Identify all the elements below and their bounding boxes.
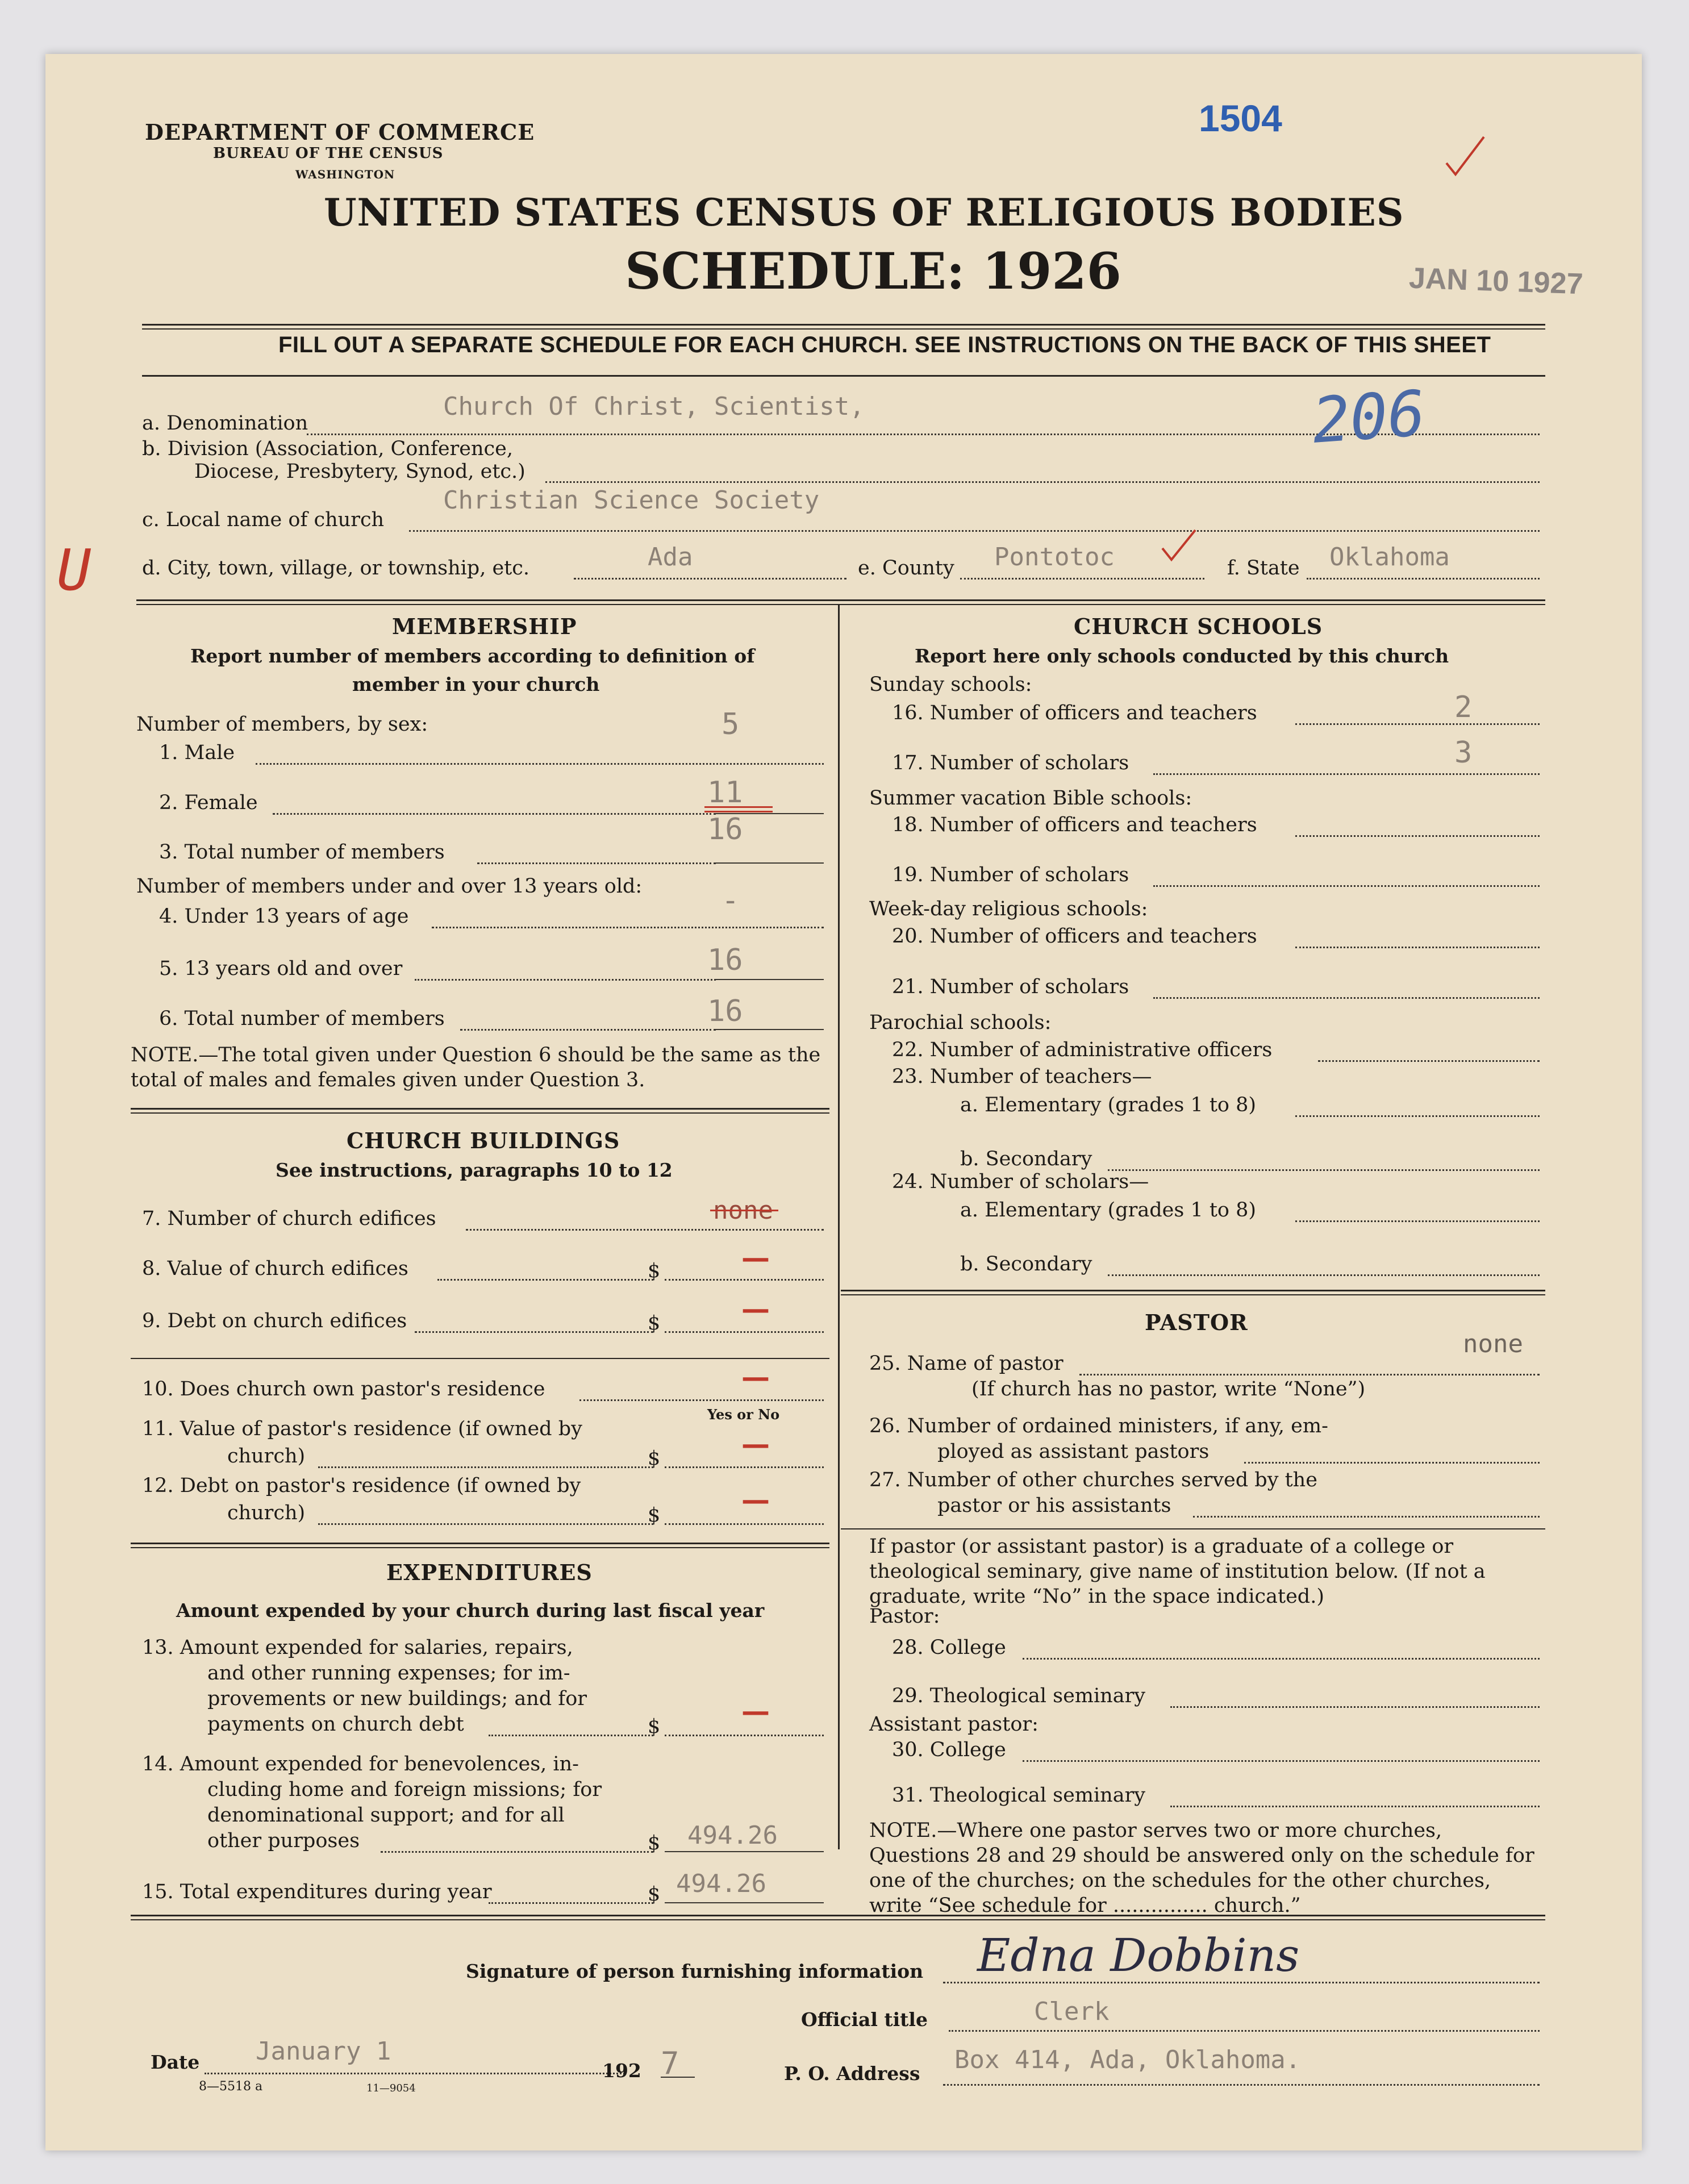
q9-value-dash[interactable]: — [741, 1293, 770, 1326]
q2-female-value[interactable]: 11 [707, 776, 743, 810]
q15-label: 15. Total expenditures during year [142, 1881, 492, 1903]
q17-label: 17. Number of scholars [892, 752, 1129, 774]
signature-label: Signature of person furnishing information [466, 1960, 924, 1982]
q16-value[interactable]: 2 [1454, 690, 1473, 724]
q15-total-value[interactable]: 494.26 [676, 1869, 766, 1898]
q1-male-value[interactable]: 5 [722, 707, 740, 741]
membership-heading: MEMBERSHIP [392, 614, 577, 639]
buildings-sub: See instructions, paragraphs 10 to 12 [276, 1159, 673, 1181]
q25-pastor-name-value[interactable]: none [1463, 1329, 1523, 1358]
q6-total-value[interactable]: 16 [707, 994, 743, 1028]
state-label: f. State [1227, 557, 1300, 580]
q13-line-3: provements or new buildings; and for [207, 1687, 587, 1710]
county-check-icon [1159, 526, 1199, 568]
q11-dollar: $ [648, 1447, 661, 1470]
q10-value-dash[interactable]: — [741, 1361, 770, 1394]
q23b-label: b. Secondary [960, 1148, 1092, 1170]
denomination-label: a. Denomination [142, 412, 308, 435]
q5-over-13-value[interactable]: 16 [707, 943, 743, 977]
q25-label: 25. Name of pastor [869, 1352, 1064, 1375]
fill-out-instruction: FILL OUT A SEPARATE SCHEDULE FOR EACH CHURCH. SEE INSTRUCTIONS ON THE BACK OF THIS SHEET [278, 332, 1491, 357]
form-number: 8—5518 a [199, 2079, 263, 2094]
q20-label: 20. Number of officers and teachers [892, 925, 1257, 948]
q17-value[interactable]: 3 [1454, 736, 1473, 770]
age-label: Number of members under and over 13 years old: [136, 875, 643, 898]
graduate-note: If pastor (or assistant pastor) is a graduate of a college or theological seminary, give name of institution below. (If not a graduate, write “No” in the space indicated.) [869, 1535, 1486, 1608]
q30-label: 30. College [892, 1739, 1006, 1761]
q13-line-4: payments on church debt [207, 1713, 464, 1736]
year-suffix-value[interactable]: 7 [661, 2045, 679, 2081]
q8-dollar: $ [648, 1260, 661, 1282]
census-form-sheet [45, 54, 1642, 2150]
membership-sub-1: Report number of members according to definition of [190, 645, 755, 667]
pastor-sub-label: Pastor: [869, 1605, 940, 1628]
check-mark-icon [1443, 134, 1488, 181]
city-label: d. City, town, village, or township, etc. [142, 557, 529, 580]
pastor-heading: PASTOR [1145, 1310, 1248, 1335]
q11-label-1: 11. Value of pastor's residence (if owned by [142, 1418, 582, 1440]
q19-label: 19. Number of scholars [892, 864, 1129, 886]
weekday-schools-label: Week-day religious schools: [869, 898, 1148, 920]
print-code: 11—9054 [366, 2082, 416, 2094]
q3-label: 3. Total number of members [159, 841, 445, 864]
bureau-heading: BUREAU OF THE CENSUS [213, 145, 444, 162]
division-label-1: b. Division (Association, Conference, [142, 437, 513, 460]
q26-label-1: 26. Number of ordained ministers, if any, em- [869, 1415, 1328, 1437]
q8-label: 8. Value of church edifices [142, 1257, 408, 1280]
local-name-label: c. Local name of church [142, 509, 385, 531]
q18-label: 18. Number of officers and teachers [892, 814, 1257, 836]
q23-label: 23. Number of teachers— [892, 1065, 1152, 1088]
q6-label: 6. Total number of members [159, 1007, 445, 1030]
po-address-value[interactable]: Box 414, Ada, Oklahoma. [954, 2045, 1301, 2074]
state-value[interactable]: Oklahoma [1329, 543, 1450, 572]
q28-label: 28. College [892, 1636, 1006, 1659]
city-value[interactable]: Ada [648, 543, 693, 572]
q14-line-3: denominational support; and for all [207, 1804, 565, 1827]
q14-dollar: $ [648, 1832, 661, 1854]
q8-value-dash[interactable]: — [741, 1241, 770, 1274]
membership-note: NOTE.—The total given under Question 6 should be the same as the total of males and females given under Question 3. [131, 1044, 821, 1091]
handwritten-code: 206 [1310, 377, 1428, 457]
q9-dollar: $ [648, 1312, 661, 1335]
department-heading: DEPARTMENT OF COMMERCE [145, 119, 535, 145]
q12-label-1: 12. Debt on pastor's residence (if owned by [142, 1474, 581, 1497]
q24a-label: a. Elementary (grades 1 to 8) [960, 1199, 1257, 1222]
q3-total-value[interactable]: 16 [707, 812, 743, 847]
church-schools-heading: CHURCH SCHOOLS [1074, 614, 1323, 639]
q11-value-dash[interactable]: — [741, 1428, 770, 1461]
q14-line-4: other purposes [207, 1829, 360, 1852]
church-buildings-heading: CHURCH BUILDINGS [347, 1128, 620, 1153]
margin-mark: U [57, 537, 91, 603]
official-title-label: Official title [801, 2008, 928, 2031]
q12-dollar: $ [648, 1504, 661, 1527]
membership-sub-2: member in your church [352, 673, 600, 695]
summer-schools-label: Summer vacation Bible schools: [869, 787, 1192, 810]
q24b-label: b. Secondary [960, 1253, 1092, 1276]
q11-label-2: church) [227, 1445, 306, 1468]
q22-label: 22. Number of administrative officers [892, 1039, 1273, 1061]
yes-no-hint: Yes or No [707, 1406, 780, 1423]
sunday-schools-label: Sunday schools: [869, 673, 1032, 696]
form-title: UNITED STATES CENSUS OF RELIGIOUS BODIES [324, 190, 1404, 235]
schools-sub: Report here only schools conducted by this church [915, 645, 1449, 667]
q5-label: 5. 13 years old and over [159, 957, 403, 980]
q13-dollar: $ [648, 1715, 661, 1738]
q12-label-2: church) [227, 1502, 306, 1524]
q29-label: 29. Theological seminary [892, 1685, 1146, 1707]
pastor-note: NOTE.—Where one pastor serves two or more churches, Questions 28 and 29 should be answered only on the schedule for one of the churches; on the schedules for the other churches, write “See schedule for ............... church.” [869, 1819, 1534, 1917]
schedule-title: SCHEDULE: 1926 [625, 241, 1121, 301]
expenditures-heading: EXPENDITURES [386, 1560, 593, 1585]
signature-value[interactable]: Edna Dobbins [977, 1929, 1300, 1982]
county-value[interactable]: Pontotoc [994, 543, 1115, 572]
q4-under-13-value[interactable]: - [722, 883, 740, 918]
q26-label-2: ployed as assistant pastors [937, 1440, 1210, 1463]
county-label: e. County [858, 557, 954, 580]
q10-label: 10. Does church own pastor's residence [142, 1378, 545, 1401]
q24-label: 24. Number of scholars— [892, 1170, 1149, 1193]
q13-line-1: 13. Amount expended for salaries, repairs, [142, 1636, 573, 1659]
q23a-label: a. Elementary (grades 1 to 8) [960, 1094, 1257, 1116]
date-value[interactable]: January 1 [256, 2037, 391, 2066]
q16-label: 16. Number of officers and teachers [892, 702, 1257, 724]
q14-line-1: 14. Amount expended for benevolences, in- [142, 1753, 579, 1775]
division-label-2: Diocese, Presbytery, Synod, etc.) [194, 460, 526, 483]
q31-label: 31. Theological seminary [892, 1784, 1146, 1807]
q27-label-1: 27. Number of other churches served by the [869, 1469, 1317, 1491]
received-date-stamp: JAN 10 1927 [1408, 261, 1584, 301]
city-heading: WASHINGTON [295, 168, 395, 181]
q13-line-2: and other running expenses; for im- [207, 1662, 570, 1685]
official-title-value[interactable]: Clerk [1034, 1997, 1110, 2026]
expenditures-sub: Amount expended by your church during last fiscal year [176, 1599, 765, 1622]
q7-edifices-value[interactable]: none [713, 1196, 773, 1225]
local-name-value[interactable]: Christian Science Society [443, 486, 820, 515]
q4-label: 4. Under 13 years of age [159, 905, 409, 928]
year-prefix: 192 [602, 2060, 641, 2082]
members-by-sex-label: Number of members, by sex: [136, 713, 428, 736]
q1-label: 1. Male [159, 741, 235, 764]
serial-number-stamp: 1504 [1199, 97, 1282, 139]
date-label: Date [151, 2051, 200, 2073]
denomination-value[interactable]: Church Of Christ, Scientist, [443, 392, 865, 421]
q25-note: (If church has no pastor, write “None”) [971, 1378, 1366, 1401]
q13-value-dash[interactable]: — [741, 1695, 770, 1728]
q7-label: 7. Number of church edifices [142, 1207, 436, 1230]
q21-label: 21. Number of scholars [892, 976, 1129, 998]
q12-value-dash[interactable]: — [741, 1483, 770, 1516]
q9-label: 9. Debt on church edifices [142, 1310, 407, 1332]
assistant-pastor-label: Assistant pastor: [869, 1713, 1039, 1736]
q27-label-2: pastor or his assistants [937, 1494, 1171, 1517]
parochial-schools-label: Parochial schools: [869, 1011, 1052, 1034]
po-address-label: P. O. Address [784, 2062, 920, 2085]
q15-dollar: $ [648, 1883, 661, 1906]
q14-line-2: cluding home and foreign missions; for [207, 1778, 602, 1801]
q2-label: 2. Female [159, 791, 258, 814]
q14-benevolences-value[interactable]: 494.26 [687, 1821, 778, 1850]
